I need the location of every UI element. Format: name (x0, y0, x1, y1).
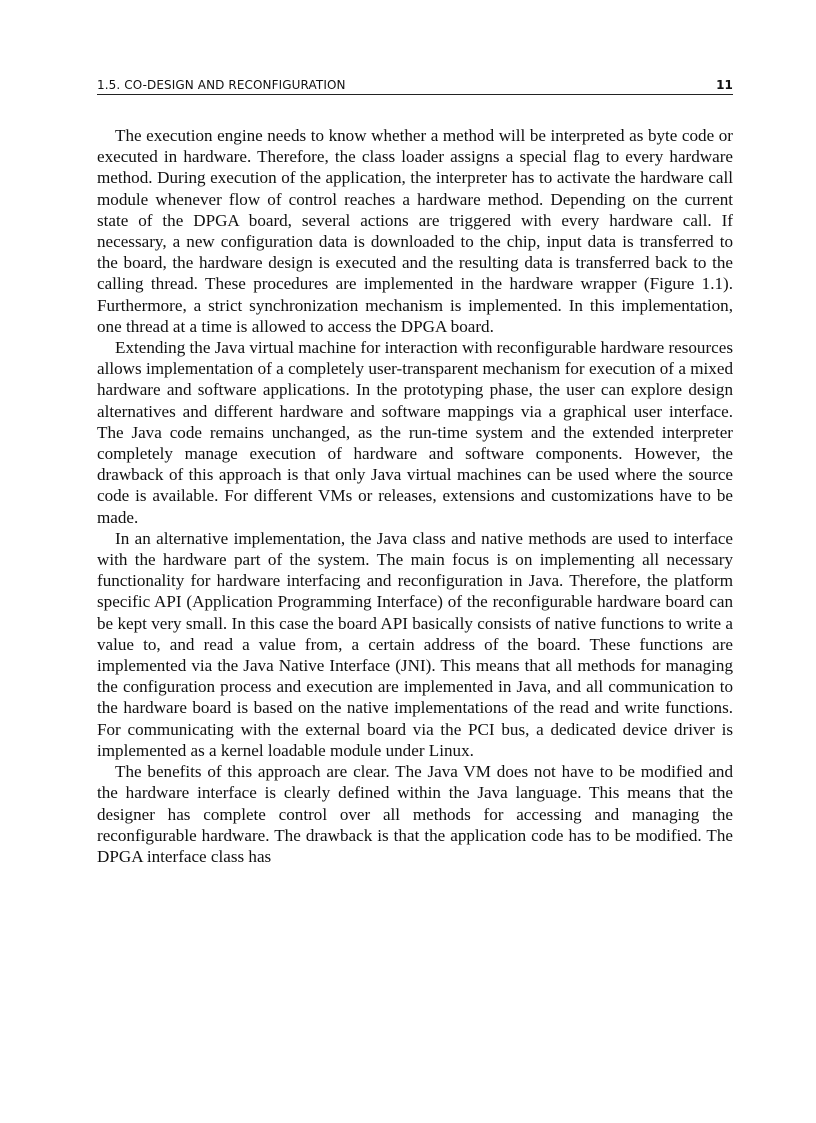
section-title: 1.5. CO-DESIGN AND RECONFIGURATION (97, 78, 346, 92)
paragraph-extending-jvm: Extending the Java virtual machine for interaction with reconfigurable hardware resources allows implementation of a completely user-transparent mechanism for execution of a mixed hardware and software applications. In the prototyping phase, the user can explore design alternatives and different hardware and software mappings via a graphical user interface. The Java code remains unchanged, as the run-time system and the extended interpreter completely manage execution of hardware and software components. However, the drawback of this approach is that only Java virtual machines can be used where the source code is available. For different VMs or releases, extensions and customizations have to be made. (97, 338, 733, 527)
paragraph-benefits: The benefits of this approach are clear. The Java VM does not have to be modified and the hardware interface is clearly defined within the Java language. This means that the designer has complete control over all methods for accessing and managing the reconfigurable hardware. The drawback is that the application code has to be modified. The DPGA interface class has (97, 762, 733, 866)
paragraph-execution-engine: The execution engine needs to know whether a method will be interpreted as byte code or executed in hardware. Therefore, the class loader assigns a special flag to every hardware method. During execution of the application, the interpreter has to activate the hardware call module whenever flow of control reaches a hardware method. Depending on the current state of the DPGA board, several actions are triggered with every hardware call. If necessary, a new configuration data is downloaded to the chip, input data is transferred to the board, the hardware design is executed and the resulting data is transferred back to the calling thread. These procedures are implemented in the hardware wrapper (Figure 1.1). Furthermore, a strict synchronization mechanism is implemented. In this implementation, one thread at a time is allowed to access the DPGA board. (97, 126, 733, 336)
running-header (97, 78, 733, 95)
book-page (97, 78, 733, 867)
body-text (97, 125, 733, 867)
page-number: 11 (716, 78, 733, 92)
paragraph-alternative-implementation: In an alternative implementation, the Java class and native methods are used to interface with the hardware part of the system. The main focus is on implementing all necessary functionality for hardware interfacing and reconfiguration in Java. Therefore, the platform specific API (Application Programming Interface) of the reconfigurable hardware board can be kept very small. In this case the board API basically consists of native functions to write a value to, and read a value from, a certain address of the board. These functions are implemented via the Java Native Interface (JNI). This means that all methods for managing the configuration process and execution are implemented in Java, and all communication to the hardware board is based on the native implementations of the read and write functions. For communicating with the external board via the PCI bus, a dedicated device driver is implemented as a kernel loadable module under Linux. (97, 528, 733, 760)
